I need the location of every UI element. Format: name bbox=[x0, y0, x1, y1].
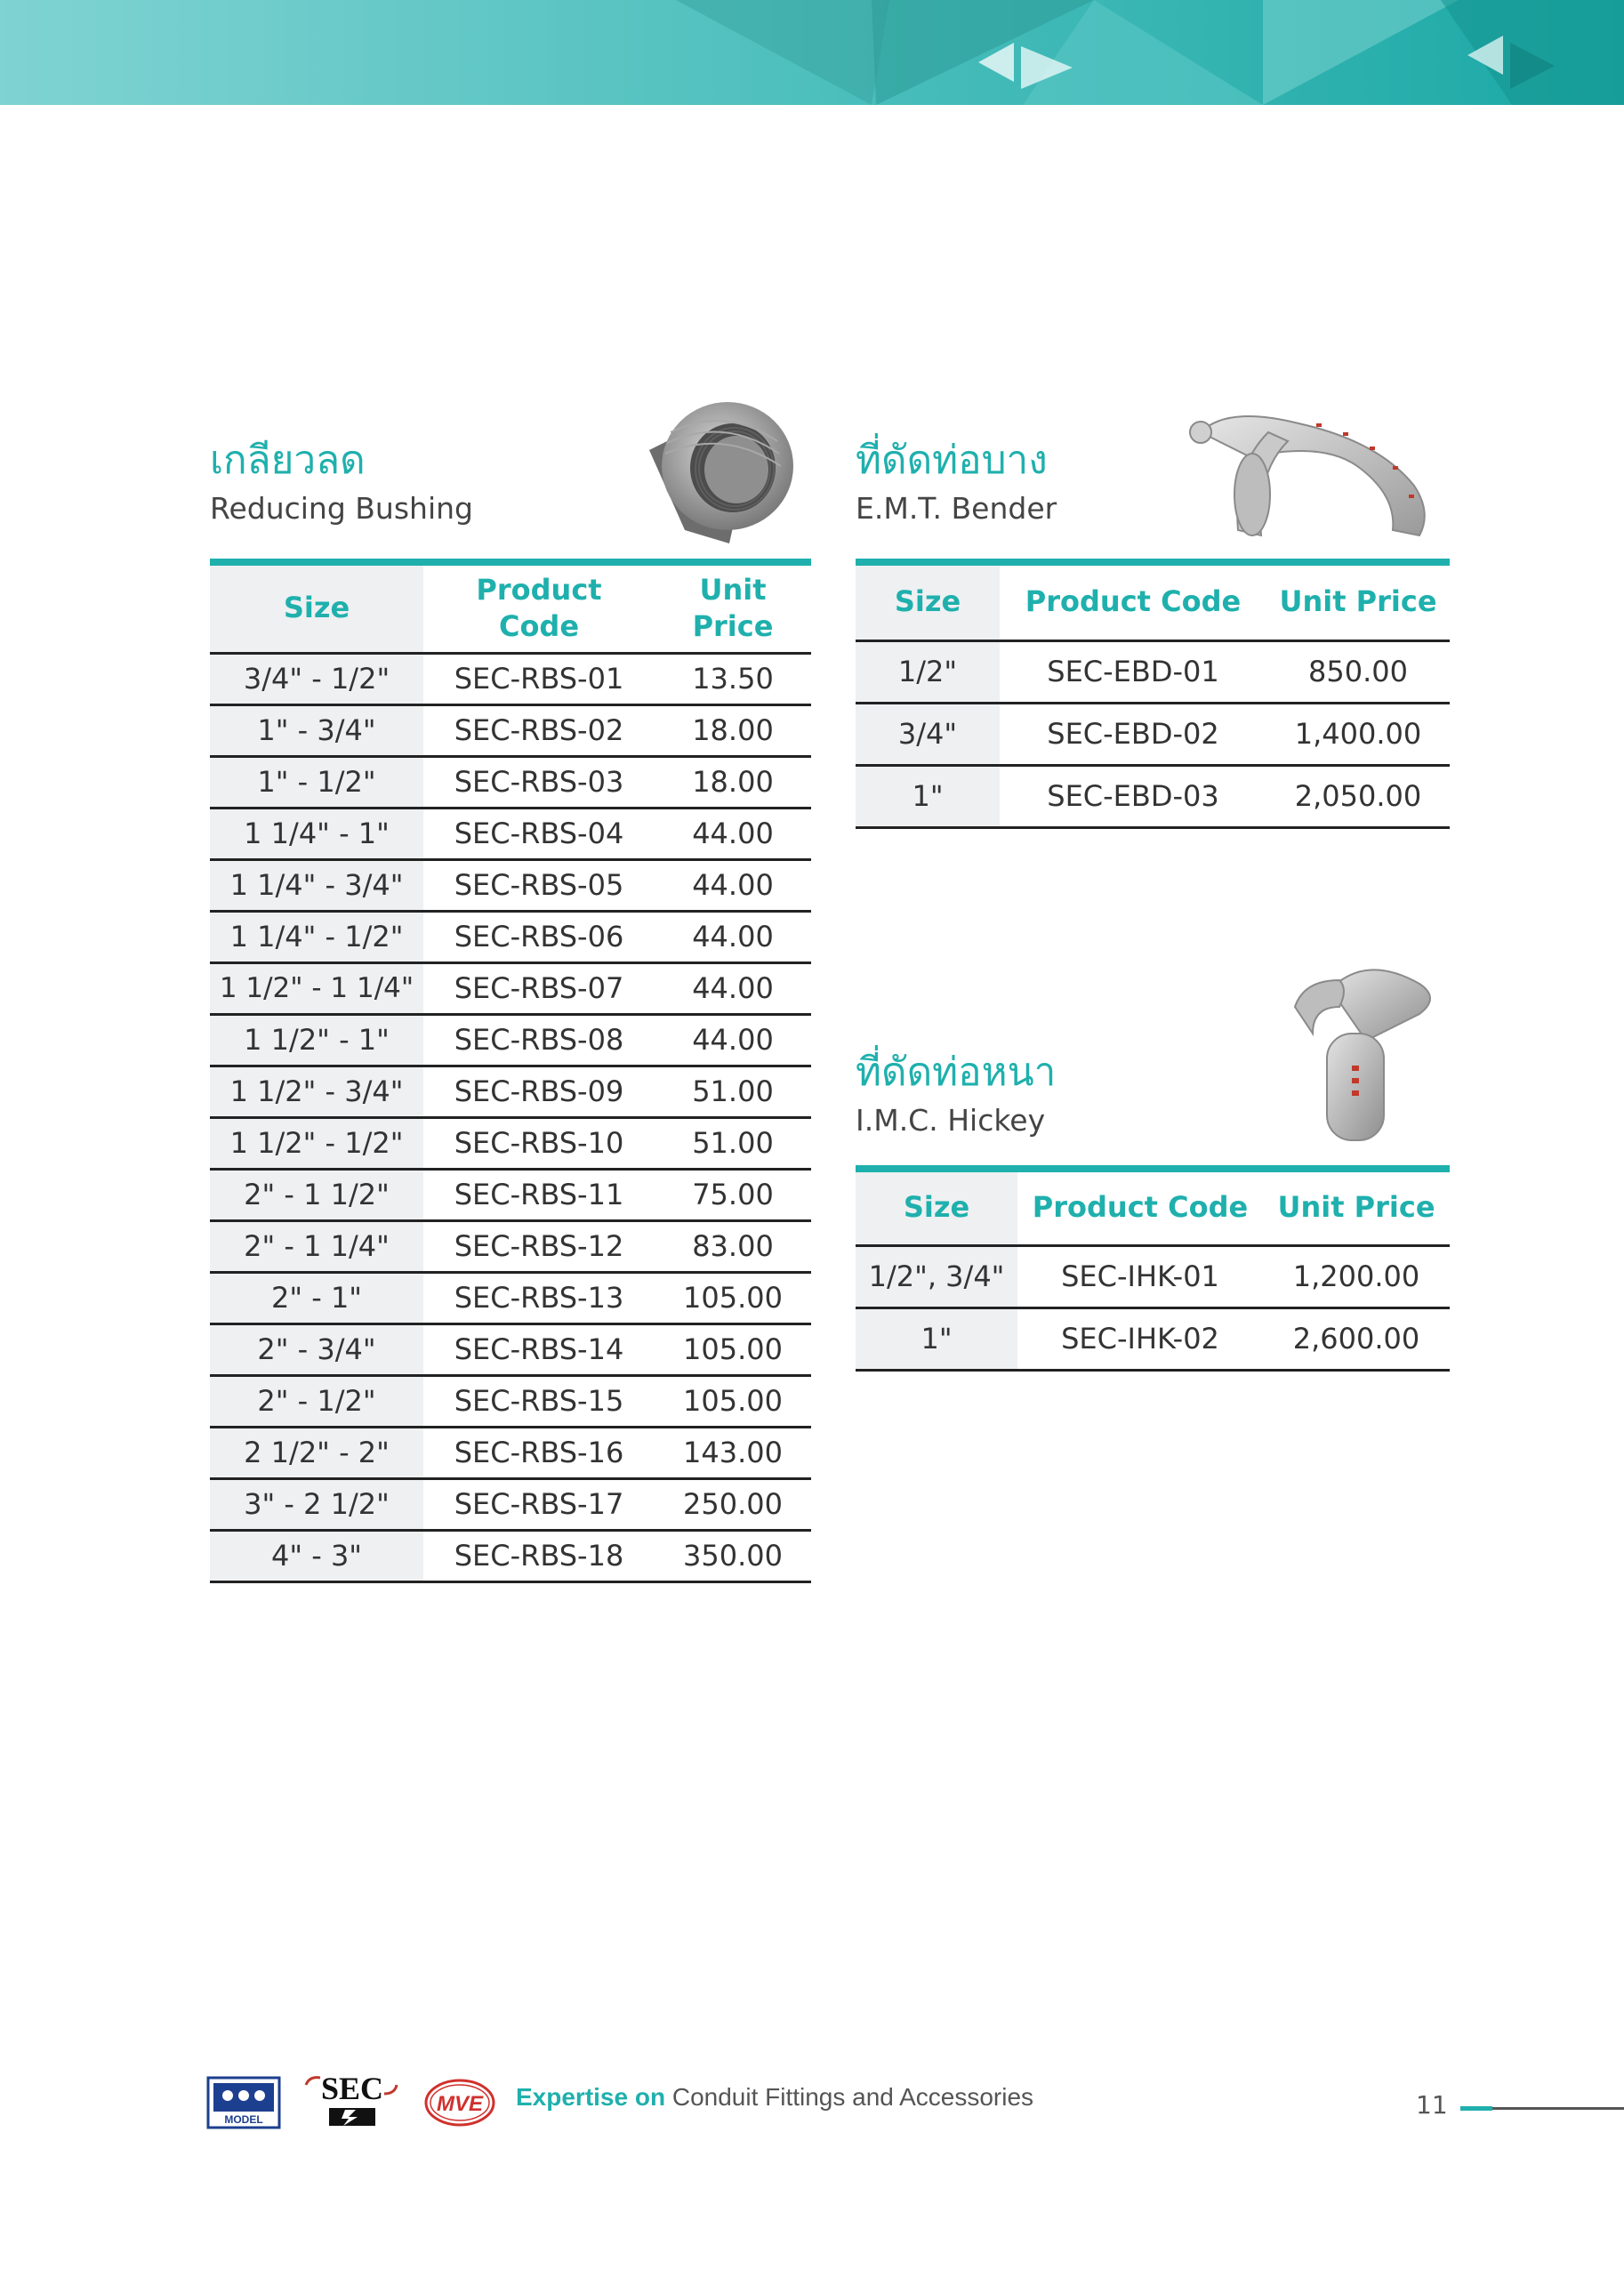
cell-price: 250.00 bbox=[655, 1478, 811, 1530]
cell-code: SEC-RBS-12 bbox=[423, 1220, 655, 1272]
table-row bbox=[210, 1220, 811, 1272]
cell-size: 2" - 1 1/4" bbox=[210, 1220, 423, 1272]
header-product-code-line-2: Code bbox=[498, 609, 580, 644]
table-row bbox=[210, 1272, 811, 1324]
page-number: 11 bbox=[1416, 2090, 1448, 2120]
cell-price: 2,050.00 bbox=[1266, 765, 1450, 827]
page-number-rule-accent bbox=[1460, 2106, 1492, 2111]
cell-size: 1 1/2" - 1" bbox=[210, 1014, 423, 1066]
cell-price: 18.00 bbox=[655, 704, 811, 756]
header-unit-price-line-1: Unit bbox=[699, 572, 767, 607]
imc-hickey-title-th: ที่ดัดท่อหนา bbox=[856, 1050, 1057, 1095]
cell-price: 143.00 bbox=[655, 1427, 811, 1478]
cell-price: 44.00 bbox=[655, 808, 811, 859]
table-row bbox=[210, 704, 811, 756]
table-row bbox=[856, 640, 1450, 703]
cell-price: 105.00 bbox=[655, 1324, 811, 1375]
cell-price: 105.00 bbox=[655, 1375, 811, 1427]
table-row bbox=[210, 1324, 811, 1375]
tagline-accent: Expertise on bbox=[516, 2083, 666, 2111]
cell-code: SEC-IHK-01 bbox=[1017, 1245, 1263, 1307]
cell-code: SEC-RBS-09 bbox=[423, 1066, 655, 1117]
cell-price: 75.00 bbox=[655, 1169, 811, 1220]
model-logo bbox=[206, 2076, 281, 2129]
cell-size: 1 1/2" - 3/4" bbox=[210, 1066, 423, 1117]
reducing-bushing-heading bbox=[210, 439, 473, 526]
cell-price: 51.00 bbox=[655, 1066, 811, 1117]
table-row bbox=[210, 808, 811, 859]
table-row bbox=[210, 1169, 811, 1220]
table-header-row bbox=[856, 1169, 1450, 1245]
cell-code: SEC-RBS-10 bbox=[423, 1117, 655, 1169]
header-unit-price bbox=[655, 562, 811, 653]
table-row bbox=[210, 1117, 811, 1169]
reducing-bushing-table bbox=[210, 559, 811, 1583]
table-row bbox=[210, 1375, 811, 1427]
table-row bbox=[856, 1307, 1450, 1370]
cell-size: 2" - 1/2" bbox=[210, 1375, 423, 1427]
cell-price: 350.00 bbox=[655, 1530, 811, 1581]
header-product-code: Product Code bbox=[1000, 562, 1266, 640]
cell-size: 2 1/2" - 2" bbox=[210, 1427, 423, 1478]
emt-bender-image bbox=[1183, 397, 1450, 548]
cell-size: 1" bbox=[856, 1307, 1017, 1370]
cell-code: SEC-EBD-02 bbox=[1000, 703, 1266, 765]
cell-price: 18.00 bbox=[655, 756, 811, 808]
cell-code: SEC-IHK-02 bbox=[1017, 1307, 1263, 1370]
cell-code: SEC-RBS-05 bbox=[423, 859, 655, 911]
header-product-code bbox=[423, 562, 655, 653]
mve-logo-text: MVE bbox=[436, 2092, 484, 2116]
cell-code: SEC-RBS-15 bbox=[423, 1375, 655, 1427]
reducing-bushing-title-th: เกลียวลด bbox=[210, 438, 366, 483]
cell-size: 4" - 3" bbox=[210, 1530, 423, 1581]
footer bbox=[206, 2062, 1624, 2142]
cell-price: 1,200.00 bbox=[1263, 1245, 1450, 1307]
table-row bbox=[210, 756, 811, 808]
cell-size: 1" - 1/2" bbox=[210, 756, 423, 808]
cell-size: 1/2" bbox=[856, 640, 1000, 703]
cell-code: SEC-RBS-02 bbox=[423, 704, 655, 756]
cell-code: SEC-RBS-04 bbox=[423, 808, 655, 859]
mve-logo bbox=[423, 2078, 496, 2128]
table-row bbox=[210, 1014, 811, 1066]
cell-code: SEC-EBD-01 bbox=[1000, 640, 1266, 703]
tagline-rest: Conduit Fittings and Accessories bbox=[665, 2083, 1034, 2111]
table-row bbox=[856, 1245, 1450, 1307]
sec-logo bbox=[299, 2067, 406, 2135]
cell-size: 1/2", 3/4" bbox=[856, 1245, 1017, 1307]
cell-size: 3" - 2 1/2" bbox=[210, 1478, 423, 1530]
cell-price: 51.00 bbox=[655, 1117, 811, 1169]
cell-size: 1 1/4" - 1" bbox=[210, 808, 423, 859]
cell-size: 2" - 1 1/2" bbox=[210, 1169, 423, 1220]
cell-code: SEC-RBS-18 bbox=[423, 1530, 655, 1581]
header-size: Size bbox=[856, 562, 1000, 640]
reducing-bushing-title-en: Reducing Bushing bbox=[210, 491, 473, 527]
imc-hickey-table bbox=[856, 1165, 1450, 1372]
cell-code: SEC-RBS-07 bbox=[423, 962, 655, 1014]
cell-price: 2,600.00 bbox=[1263, 1307, 1450, 1370]
cell-code: SEC-RBS-17 bbox=[423, 1478, 655, 1530]
cell-size: 1" - 3/4" bbox=[210, 704, 423, 756]
cell-price: 105.00 bbox=[655, 1272, 811, 1324]
imc-hickey-title-en: I.M.C. Hickey bbox=[856, 1103, 1046, 1138]
header-unit-price-line-2: Price bbox=[692, 609, 774, 644]
cell-code: SEC-RBS-13 bbox=[423, 1272, 655, 1324]
cell-code: SEC-RBS-01 bbox=[423, 653, 655, 704]
header-product-code: Product Code bbox=[1017, 1169, 1263, 1245]
imc-hickey-heading bbox=[856, 1051, 1056, 1138]
header-size: Size bbox=[210, 562, 423, 653]
table-row bbox=[210, 1530, 811, 1581]
table-row bbox=[210, 653, 811, 704]
emt-bender-title-th: ที่ดัดท่อบาง bbox=[856, 438, 1048, 483]
cell-code: SEC-RBS-03 bbox=[423, 756, 655, 808]
table-row bbox=[210, 1427, 811, 1478]
reducing-bushing-image bbox=[631, 397, 797, 548]
cell-size: 1 1/2" - 1 1/4" bbox=[210, 962, 423, 1014]
header-product-code-line-1: Product bbox=[476, 572, 602, 607]
emt-bender-title-en: E.M.T. Bender bbox=[856, 491, 1057, 527]
cell-code: SEC-EBD-03 bbox=[1000, 765, 1266, 827]
table-header-row bbox=[856, 562, 1450, 640]
table-row bbox=[856, 765, 1450, 827]
table-row bbox=[210, 859, 811, 911]
cell-price: 1,400.00 bbox=[1266, 703, 1450, 765]
cell-price: 13.50 bbox=[655, 653, 811, 704]
table-header-row bbox=[210, 562, 811, 653]
emt-bender-heading bbox=[856, 439, 1057, 526]
cell-code: SEC-RBS-11 bbox=[423, 1169, 655, 1220]
cell-size: 3/4" bbox=[856, 703, 1000, 765]
table-row bbox=[210, 911, 811, 962]
cell-price: 44.00 bbox=[655, 911, 811, 962]
header-banner bbox=[0, 0, 1624, 105]
table-row bbox=[856, 703, 1450, 765]
cell-size: 1" bbox=[856, 765, 1000, 827]
model-logo-text: MODEL bbox=[224, 2113, 263, 2126]
header-unit-price: Unit Price bbox=[1263, 1169, 1450, 1245]
cell-size: 3/4" - 1/2" bbox=[210, 653, 423, 704]
sec-logo-text: SEC bbox=[320, 2071, 384, 2106]
footer-tagline bbox=[516, 2083, 1033, 2112]
cell-code: SEC-RBS-08 bbox=[423, 1014, 655, 1066]
cell-code: SEC-RBS-14 bbox=[423, 1324, 655, 1375]
table-row bbox=[210, 962, 811, 1014]
cell-price: 850.00 bbox=[1266, 640, 1450, 703]
cell-size: 1 1/4" - 1/2" bbox=[210, 911, 423, 962]
table-row bbox=[210, 1478, 811, 1530]
cell-price: 44.00 bbox=[655, 962, 811, 1014]
cell-price: 44.00 bbox=[655, 859, 811, 911]
cell-size: 2" - 1" bbox=[210, 1272, 423, 1324]
imc-hickey-image bbox=[1277, 953, 1446, 1149]
cell-size: 2" - 3/4" bbox=[210, 1324, 423, 1375]
header-unit-price: Unit Price bbox=[1266, 562, 1450, 640]
cell-size: 1 1/2" - 1/2" bbox=[210, 1117, 423, 1169]
cell-size: 1 1/4" - 3/4" bbox=[210, 859, 423, 911]
emt-bender-table bbox=[856, 559, 1450, 829]
cell-price: 83.00 bbox=[655, 1220, 811, 1272]
cell-code: SEC-RBS-16 bbox=[423, 1427, 655, 1478]
table-row bbox=[210, 1066, 811, 1117]
cell-price: 44.00 bbox=[655, 1014, 811, 1066]
header-size: Size bbox=[856, 1169, 1017, 1245]
cell-code: SEC-RBS-06 bbox=[423, 911, 655, 962]
